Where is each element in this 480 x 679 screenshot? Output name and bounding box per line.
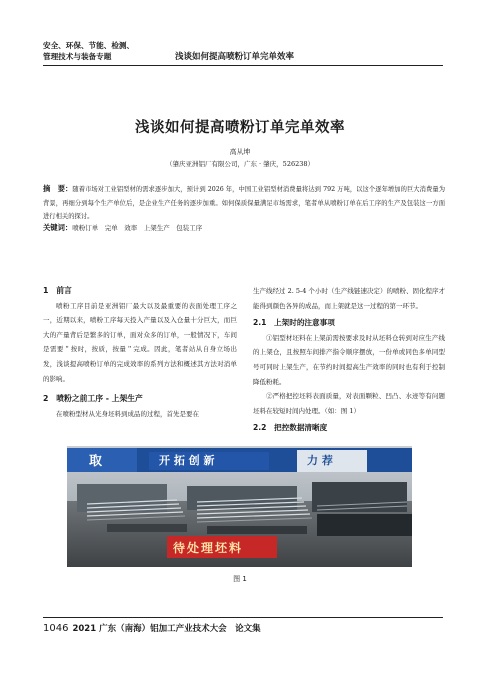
- section-label-line2: 管理技术与装备专题: [43, 52, 112, 61]
- keywords: [43, 223, 445, 233]
- photo-sign-left: 取: [89, 454, 103, 469]
- page-footer: [43, 622, 261, 634]
- continued-paragraph: 生产线经过 2. 5-4 个小时（生产线链速决定）的喷粉、固化程序才能得到颜色各异的成品，而上架就是这一过程的第一环节。: [253, 287, 445, 310]
- pending-blanks-sign: 待处理坯料: [173, 541, 244, 555]
- photo-sign-center: 开 拓 创 新: [159, 454, 215, 467]
- keywords-text: 喷粉订单 完单 效率 上架生产 包装工序: [72, 224, 203, 232]
- section-2-1-paragraph-2: ②严格把控坯料表面质量，对表面颗粒、凹凸、水迹等有问题坯料在较短时间内处理。（如：图 1）: [253, 392, 445, 415]
- section-2-1-paragraph-1: ①铝型材坯料在上架前需按要求及时从坯料仓转到对应生产线的上架仓，且按照车间排产指令顺序摆放，一份单或同色多单同型号可同时上架生产，在节约时间提高生产效率的同时也有利于控制降低粉耗。: [253, 333, 445, 386]
- keywords-label: 关键词：: [43, 223, 73, 232]
- figure-1-caption: 图 1: [233, 575, 247, 583]
- section-2-2-heading: 2.2 把控数据清晰度: [253, 423, 328, 433]
- section-2-1-heading: 2.1 上架时的注意事项: [253, 318, 335, 328]
- header-rule: [43, 65, 443, 66]
- proceedings-title: 2021 广东（南海）铝加工产业技术大会 论文集: [72, 624, 261, 634]
- paper-title: 浅谈如何提高喷粉订单完单效率: [135, 120, 345, 136]
- section-2-heading: 2 喷粉之前工序 - 上架生产: [43, 394, 143, 404]
- photo-sign-right: 力 荐: [307, 454, 333, 467]
- section-label-line1: 安全、环保、节能、检测、: [43, 41, 135, 50]
- page-number: 1046: [43, 623, 69, 634]
- right-column: [253, 284, 445, 436]
- figure-1-photo: [67, 446, 412, 567]
- footer-rule: [43, 617, 443, 618]
- abstract-text: 随着市场对工业铝型材的需求逐步加大，预计到 2026 年，中国工业铝型材消费量将达到 792 万吨，以这个逐年增加的巨大消费量为背景，再细分到每个生产单位后，是企业生产任务的逐步加重。如何保质保量满足市场需求，笔者单从喷粉订单在后工序的生产及包装这一方面进行相关的探讨。: [43, 186, 445, 220]
- left-column: [43, 284, 237, 421]
- section-1-heading: 1 前言: [43, 286, 72, 295]
- abstract-label: 摘 要：: [43, 184, 73, 193]
- affiliation: （肇庆亚洲铝厂有限公司，广东 · 肇庆，526238）: [165, 160, 314, 168]
- journal-section-label: [43, 40, 153, 62]
- abstract: [43, 182, 445, 224]
- section-1-paragraph: 喷粉工序目前是亚洲铝厂最大以及最重要的表面处理工序之一，近期以来，喷粉工序每天投入产量以及入仓量十分巨大，而巨大的产量背后是繁多的订单，面对众多的订单，一般情况下，车间是需要＂按时，按质，按量＂完成。因此，笔者站从自身立场出发，浅谈提高喷粉订单的完成效率的系列方法和概述其方法对消单的影响。: [43, 301, 237, 383]
- running-title: 浅谈如何提高喷粉订单完单效率: [175, 52, 295, 62]
- author: 高从坤: [229, 148, 251, 156]
- section-2-paragraph: 在喷粉型材从光身坯料到成品的过程，首先是要在: [56, 409, 199, 418]
